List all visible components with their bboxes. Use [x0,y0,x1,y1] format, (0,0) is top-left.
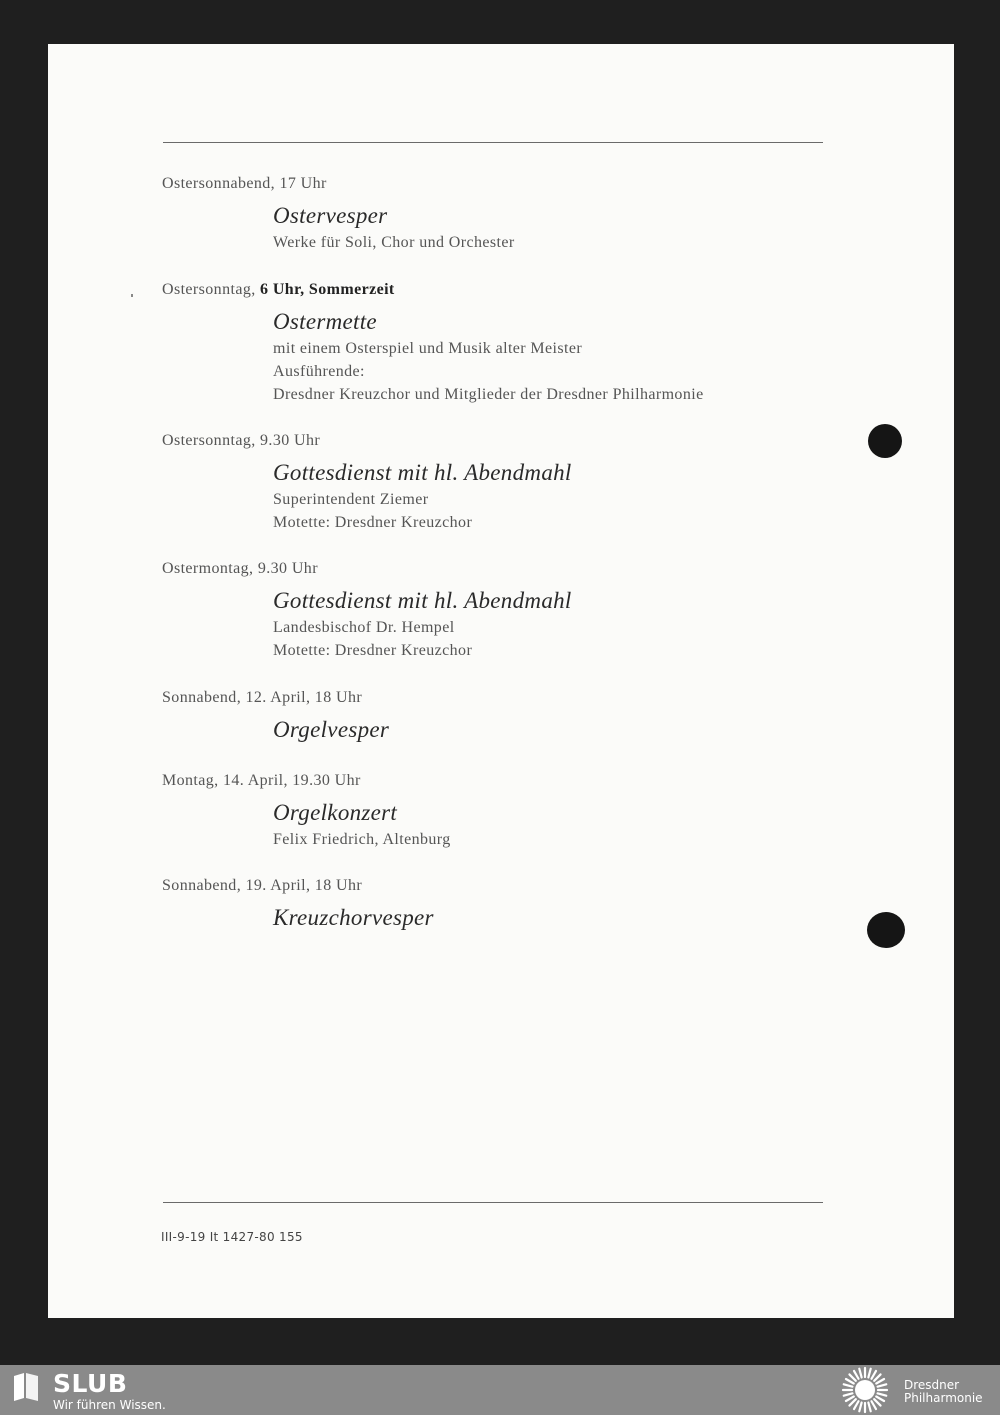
paper-speck [131,294,133,297]
program-entry [162,558,802,662]
sunburst-ray [849,1374,855,1380]
sunburst-ray [868,1369,870,1378]
top-divider [163,142,823,143]
entry-title: Orgelvesper [273,717,390,742]
sunburst-ray [846,1397,854,1402]
punch-hole [868,424,902,458]
sunburst-ray [854,1371,859,1379]
entry-line: Motette: Dresdner Kreuzchor [273,642,473,659]
sunburst-ray [846,1379,854,1384]
entry-title: Gottesdienst mit hl. Abendmahl [273,588,572,613]
entry-date: Ostermontag, 9.30 Uhr [162,560,318,577]
sunburst-ray [874,1374,880,1380]
sunburst-ray [872,1371,877,1379]
program-entry [162,875,802,933]
sunburst-ray [859,1369,861,1378]
footer-bar [0,1365,1000,1415]
slub-tagline: Wir führen Wissen. [53,1398,166,1412]
partner-name[interactable] [904,1379,983,1405]
program-entry [162,430,802,534]
sunburst-ray [844,1393,853,1395]
sunburst-ray [868,1403,870,1412]
entry-date-bold: 6 Uhr, Sommerzeit [260,281,395,298]
sunburst-ray [872,1401,877,1409]
punch-hole [867,912,905,948]
sunburst-ray [849,1399,855,1405]
print-code: III-9-19 It 1427-80 155 [161,1230,303,1244]
entry-title: Orgelkonzert [273,800,398,825]
program-entry [162,279,802,406]
entry-date: Sonnabend, 19. April, 18 Uhr [162,877,363,894]
sunburst-ray [874,1399,880,1405]
entry-line: mit einem Osterspiel und Musik alter Meister [273,340,583,357]
entry-line: Landesbischof Dr. Hempel [273,619,455,636]
entry-date: Ostersonntag, 6 Uhr, Sommerzeit [162,281,395,298]
sunburst-ray [859,1403,861,1412]
entry-line: Dresdner Kreuzchor und Mitglieder der Dresdner Philharmonie [273,386,704,403]
slub-name[interactable]: SLUB [53,1369,128,1398]
entry-title: Gottesdienst mit hl. Abendmahl [273,460,572,485]
partner-name-line2: Philharmonie [904,1391,983,1405]
entry-line: Werke für Soli, Chor und Orchester [273,234,515,251]
sunburst-ray [878,1384,887,1386]
entry-title: Ostervesper [273,203,388,228]
entry-line: Felix Friedrich, Altenburg [273,831,451,848]
sunburst-ray [876,1397,884,1402]
document-page [48,44,954,1318]
sunburst-ray [878,1393,887,1395]
program-entry [162,687,802,745]
entry-date: Sonnabend, 12. April, 18 Uhr [162,689,363,706]
program-entry [162,770,802,851]
entry-date: Montag, 14. April, 19.30 Uhr [162,772,361,789]
partner-name-line1: Dresdner [904,1378,960,1392]
bottom-divider [163,1202,823,1203]
sunburst-ray [844,1384,853,1386]
entry-date: Ostersonntag, 9.30 Uhr [162,432,321,449]
entry-line: Superintendent Ziemer [273,491,429,508]
entry-line: Motette: Dresdner Kreuzchor [273,514,473,531]
entry-title: Ostermette [273,309,377,334]
entry-title: Kreuzchorvesper [273,905,434,930]
sunburst-ray [854,1401,859,1409]
sunburst-logo-icon[interactable] [840,1366,890,1414]
sunburst-ray [876,1379,884,1384]
entry-date: Ostersonnabend, 17 Uhr [162,175,327,192]
program-entry [162,173,802,254]
entry-line: Ausführende: [273,363,365,380]
book-icon [12,1372,40,1402]
